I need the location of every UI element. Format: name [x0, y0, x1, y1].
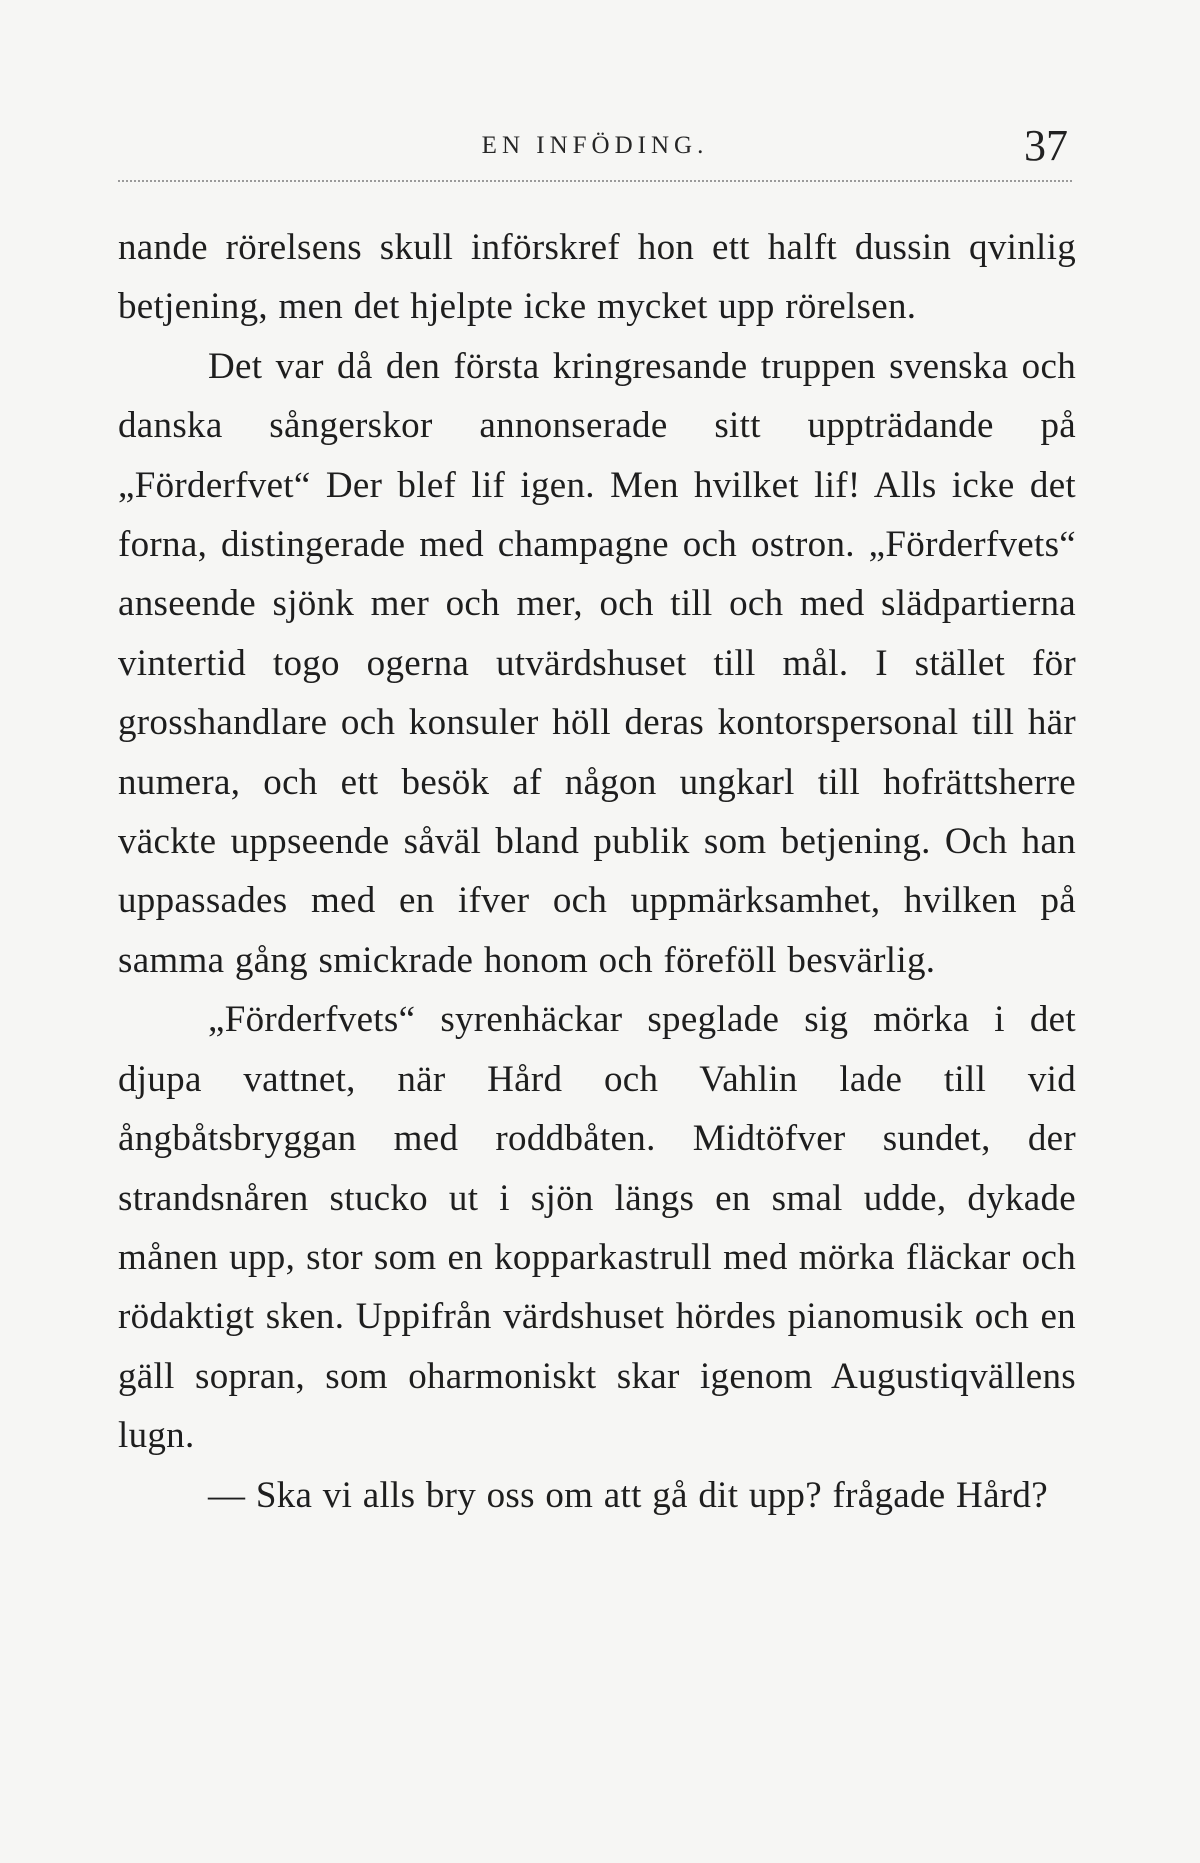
header-rule [118, 180, 1072, 182]
paragraph: Det var då den första kringresande truppen svenska och danska sångerskor annonserade sitt uppträdande på „Förderfvet“ Der blef lif igen. Men hvilket lif! Alls icke det forna, distingerade med champagne och ostron. „Förderfvets“ anseende sjönk mer och mer, och till och med slädpartierna vintertid togo ogerna utvärdshuset till mål. I stället för grosshandlare och konsuler höll deras kontorspersonal till här numera, och ett besök af någon ungkarl till hofrättsherre väckte uppseende såväl bland publik som betjening. Och han uppassades med en ifver och uppmärksamhet, hvilken på samma gång smickrade honom och föreföll besvärlig. [118, 345, 1076, 981]
running-header [118, 120, 1072, 180]
running-title: EN INFÖDING. [481, 132, 709, 159]
paragraph: „Förderfvets“ syrenhäckar speglade sig mörka i det djupa vattnet, när Hård och Vahlin lade till vid ångbåtsbryggan med roddbåten. Midtöfver sundet, der strandsnåren stucko ut i sjön längs en smal udde, dykade månen upp, stor som en kopparkastrull med mörka fläckar och rödaktigt sken. Uppifrån värdshuset hördes pianomusik och en gäll sopran, som oharmoniskt skar igenom Augustiqvällens lugn. [118, 999, 1076, 1457]
paragraph-dialogue: — Ska vi alls bry oss om att gå dit upp? frågade Hård? [208, 1474, 1048, 1516]
paragraph-continuation: nande rörelsens skull införskref hon ett halft dussin qvinlig betjening, men det hjelpte icke mycket upp rörelsen. [118, 227, 1076, 328]
page-number: 37 [1024, 121, 1068, 170]
body-text [118, 218, 1076, 1525]
